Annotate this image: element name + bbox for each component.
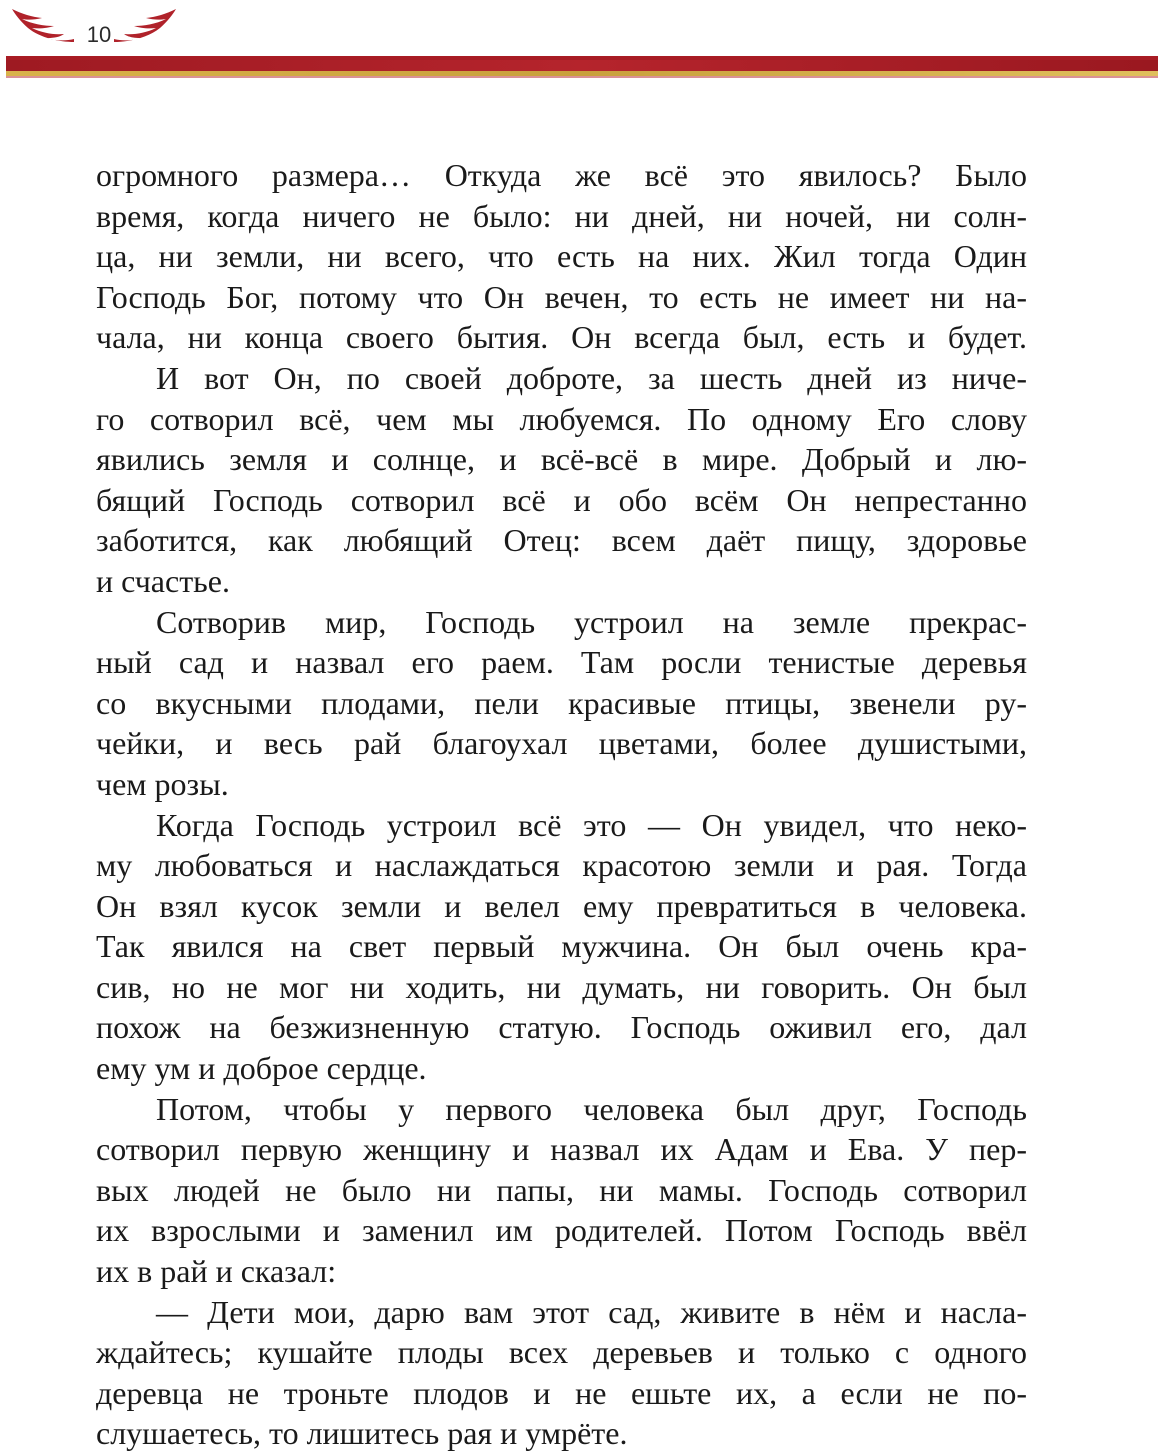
- text-line: ца, ни земли, ни всего, что есть на них. Жил тогда Один: [96, 238, 1027, 275]
- text-line: их в рай и сказал:: [96, 1253, 337, 1290]
- text-line: похож на безжизненную статую. Господь оживил его, дал: [96, 1009, 1027, 1046]
- text-line: их взрослыми и заменил им родителей. Потом Господь ввёл: [96, 1212, 1027, 1249]
- text-line: И вот Он, по своей доброте, за шесть дней из ниче-: [156, 359, 1027, 396]
- text-line: чейки, и весь рай благоухал цветами, более душистыми,: [96, 725, 1027, 762]
- text-line: огромного размера… Откуда же всё это явилось? Было: [96, 157, 1027, 193]
- text-line: и счастье.: [96, 562, 230, 599]
- text-line: сотворил первую женщину и назвал их Адам и Ева. У пер-: [96, 1131, 1027, 1168]
- text-line: бящий Господь сотворил всё и обо всём Он непрестанно: [96, 481, 1027, 518]
- right-wing-icon: [112, 8, 178, 50]
- text-line: явились земля и солнце, и всё-всё в мире. Добрый и лю-: [96, 441, 1027, 478]
- text-line: Господь Бог, потому что Он вечен, то есть не имеет ни на-: [96, 278, 1027, 315]
- text-line: сив, но не мог ни ходить, ни думать, ни говорить. Он был: [96, 968, 1027, 1005]
- text-line: слушаетесь, то лишитесь рая и умрёте.: [96, 1415, 628, 1452]
- text-line: Так явился на свет первый мужчина. Он был очень кра-: [96, 928, 1027, 965]
- left-wing-icon: [10, 8, 76, 50]
- text-line: время, когда ничего не было: ни дней, ни ночей, ни солн-: [96, 197, 1027, 234]
- text-line: заботится, как любящий Отец: всем даёт пищу, здоровье: [96, 522, 1027, 559]
- text-line: — Дети мои, дарю вам этот сад, живите в нём и насла-: [156, 1293, 1027, 1330]
- header-rule: [6, 56, 1158, 78]
- text-line: Когда Господь устроил всё это — Он увидел, что неко-: [156, 806, 1027, 843]
- text-line: вых людей не было ни папы, ни мамы. Господь сотворил: [96, 1171, 1027, 1208]
- text-line: ный сад и назвал его раем. Там росли тенистые деревья: [96, 644, 1027, 681]
- text-line: чала, ни конца своего бытия. Он всегда был, есть и будет.: [96, 319, 1027, 356]
- page-header: [0, 0, 1158, 90]
- text-line: му любоваться и наслаждаться красотою земли и рая. Тогда: [96, 847, 1027, 884]
- text-line: го сотворил всё, чем мы любуемся. По одному Его слову: [96, 400, 1027, 437]
- text-line: ему ум и доброе сердце.: [96, 1050, 427, 1087]
- text-line: деревца не троньте плодов и не ешьте их, а если не по-: [96, 1374, 1027, 1411]
- body-text: [96, 155, 1027, 1454]
- text-line: Сотворив мир, Господь устроил на земле прекрас-: [156, 603, 1027, 640]
- text-line: чем розы.: [96, 765, 229, 802]
- text-line: Потом, чтобы у первого человека был друг, Господь: [156, 1090, 1027, 1127]
- text-line: Он взял кусок земли и велел ему превратиться в человека.: [96, 887, 1027, 924]
- text-line: ждайтесь; кушайте плоды всех деревьев и только с одного: [96, 1334, 1027, 1371]
- text-line: со вкусными плодами, пели красивые птицы, звенели ру-: [96, 684, 1027, 721]
- page-number: 10: [86, 22, 112, 47]
